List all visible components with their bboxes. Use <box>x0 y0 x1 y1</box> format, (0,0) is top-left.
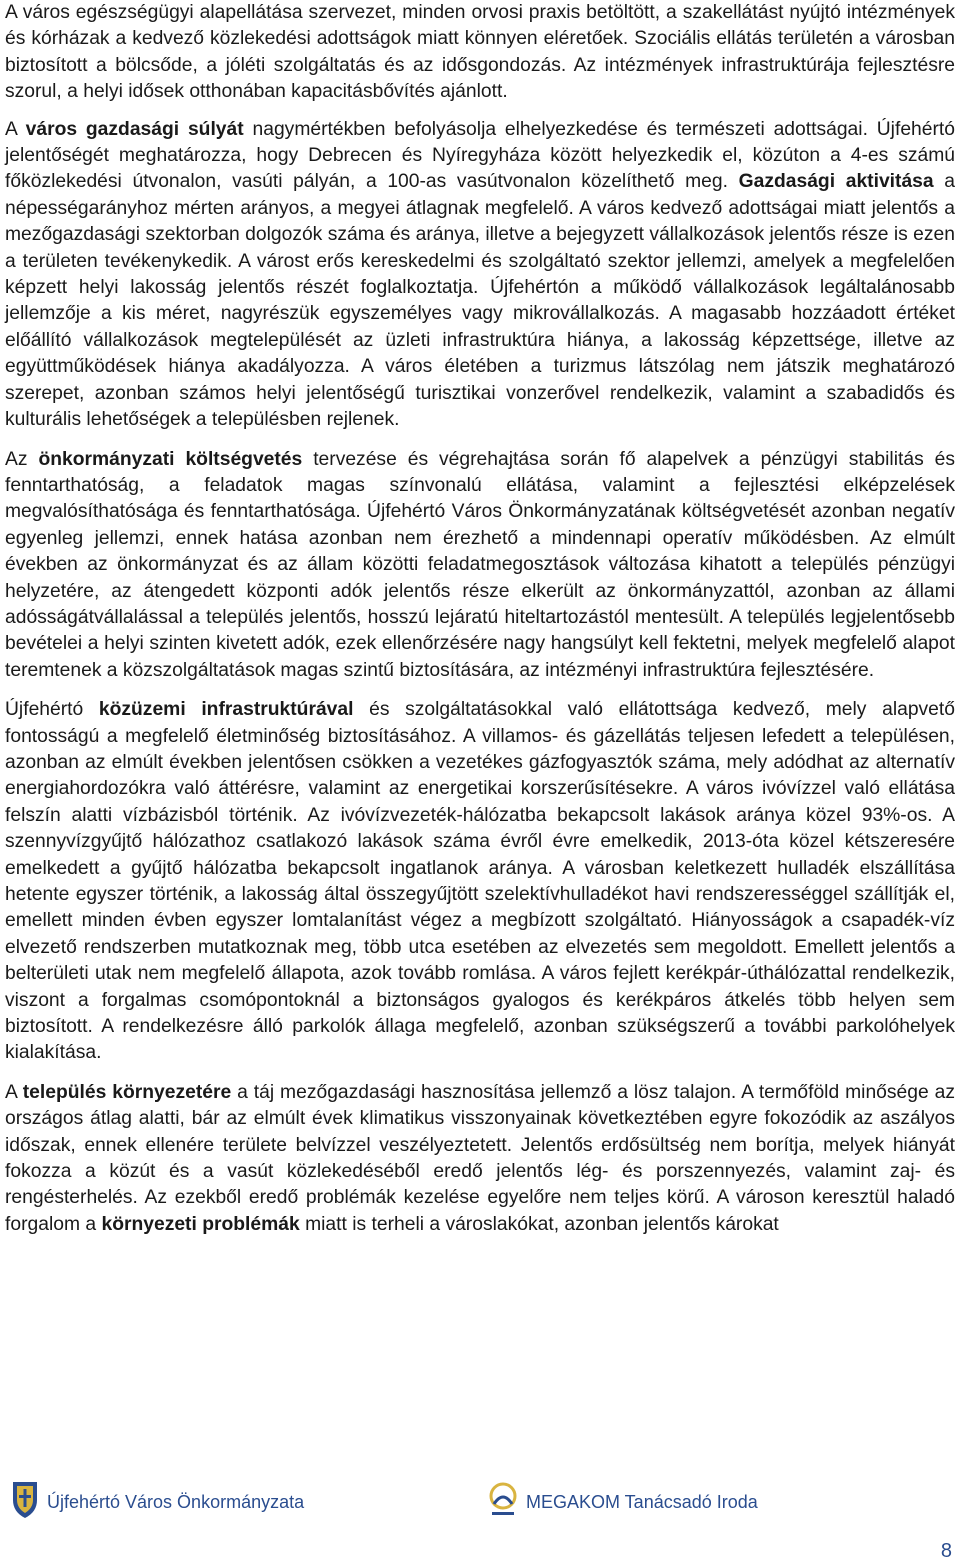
text-run: A <box>5 1081 23 1103</box>
document-body <box>5 0 955 1251</box>
paragraph <box>5 697 955 1067</box>
bold-phrase: város gazdasági súlyát <box>25 118 244 140</box>
page-footer <box>0 1468 960 1565</box>
footer-right-org: MEGAKOM Tanácsadó Iroda <box>526 1492 758 1512</box>
text-run: nagymértékben befolyásolja elhelyezkedése és természeti adottságai. Újfehértó jelentőségét meghatározza, hogy Debrecen és Nyíregyháza között helyezkedik el, közúton a 4-es számú főközlekedési útvonalon, vasúti pályán, a 100-as vasútvonalon közelíthető meg. <box>5 118 955 193</box>
paragraph <box>5 1080 955 1238</box>
bold-phrase: környezeti problémák <box>101 1213 300 1235</box>
bold-phrase: közüzemi infrastruktúrával <box>98 699 354 721</box>
paragraph <box>5 447 955 685</box>
text-run: a népességarányhoz mérten arányos, a megyei átlagnak megfelelő. A város kedvező adottságai miatt jelentős a mezőgazdasági szektorban dolgozók száma és aránya, illetve a bejegyzett vállalkozások jelentős része is ezen a területen tevékenykedik. A várost erős kereskedelmi és szolgáltató szektor jellemzi, amelyek a megfelelően képzett helyi lakosság jelentős részét foglalkoztatja. Újfehértón a működő vállalkozások legáltalánosabb jellemzője a kis méret, nagyrészük egyszemélyes vagy mikrovállalkozás. A magasabb hozzáadott értéket előállító vállalkozások megtelepülését az üzleti infrastruktúra hiánya, a lakosság képzettsége, illetve az együttműködések hiánya akadályozza. A város életében a turizmus látszólag nem játszik meghatározó szerepet, azonban számos helyi jelentőségű turisztikai vonzerővel rendelkezik, valamint a szabadidős és kulturális lehetőségek a településben rejlenek. <box>5 171 955 431</box>
text-run: miatt is terheli a városlakókat, azonban jelentős károkat <box>299 1213 779 1235</box>
bold-phrase: önkormányzati költségvetés <box>38 448 303 470</box>
text-run: Az <box>5 448 39 470</box>
text-run: tervezése és végrehajtása során fő alapelvek a pénzügyi stabilitás és fenntarthatóság, a feladatok magas színvonalú ellátása, valamint a fejlesztési elképzelések megvalósíthatósága és fenntarthatósága. Újfehértó Város Önkormányzatának költségvetését azonban negatív egyenleg jellemzi, ennek hatása azonban nem érezhető a mindennapi operatív működésben. Az elmúlt években az önkormányzat és az állam közötti feladatmegosztások változása kihatott a település pénzügyi helyzetére, az átengedett központi adók jelentős része elkerült az önkormányzattól, azonban az állami adósságátvállalással a település jelentős, hosszú lejáratú hiteltartozástól mentesült. A település legjelentősebb bevételei a helyi szinten kivetett adók, ezek ellenőrzésére nagy hangsúlyt kell fektetni, melyek megfelelő alapot teremtenek a közszolgáltatások magas szintű biztosítására, az intézményi infrastruktúra fejlesztésére. <box>5 448 956 681</box>
page-number: 8 <box>940 1540 952 1562</box>
paragraph <box>5 0 955 106</box>
bold-phrase: település környezetére <box>22 1081 232 1103</box>
text-run: és szolgáltatásokkal való ellátottsága kedvező, mely alapvető fontosságú a megfelelő életminőség biztosításához. A villamos- és gázellátás teljesen lefedett a településen, azonban az elmúlt években jelentősen csökken a vezetékes gázfogyasztók száma, mely adódhat az alternatív energiahordozókra való áttérésre, valamint az energetikai korszerűsítésekre. A város ivóvízzel való ellátása felszín alatti vízbázisból történik. Az ivóvízvezeték-hálózatba bekapcsolt lakások aránya közel 93%-os. A szennyvízgyűjtő hálózathoz csatlakozó lakások száma évről évre emelkedik, 2013-óta közel kétszeresére emelkedett a gyűjtő hálózatba bekapcsolt ingatlanok aránya. A városban keletkezett hulladék elszállítása hetente egyszer történik, a lakosság által összegyűjtött szelektívhulladékot havi rendszerességgel szállítják el, emellett minden évben egyszer lomtalanítást végez a megbízott szolgáltató. Hiányosságok a csapadék-víz elvezető rendszerben mutatkoznak meg, több utca esetében az elvezetés sem megoldott. Emellett jelentős a belterületi utak nem megfelelő állapota, azok tovább romlása. A város fejlett kerékpár-úthálózattal rendelkezik, viszont a forgalmas csomópontoknál a biztonságos gyalogos és kerékpáros átkelés több helyen sem biztosított. A rendelkezésre álló parkolók állaga megfelelő, azonban szükségszerű a további parkolóhelyek kialakítása. <box>5 699 955 1064</box>
paragraph <box>5 117 955 434</box>
city-crest-icon <box>10 1478 40 1520</box>
text-run: Újfehértó <box>5 699 99 721</box>
megakom-logo-icon <box>488 1480 518 1520</box>
footer-left-org: Újfehértó Város Önkormányzata <box>47 1492 305 1512</box>
text-run: A <box>5 118 26 140</box>
text-run: A város egészségügyi alapellátása szervezet, minden orvosi praxis betöltött, a szakellátást nyújtó intézmények és kórházak a kedvező közlekedési adottságok miatt könnyen eléretőek. Szociális ellátás területén a városban biztosított a bölcsőde, a jóléti szolgáltatás és az idősgondozás. Az intézmények infrastruktúrája fejlesztésre szorul, a helyi idősek otthonában kapacitásbővítés ajánlott. <box>5 2 955 103</box>
text-run: a táj mezőgazdasági hasznosítása jellemző a lösz talajon. A termőföld minősége az országos átlag alatti, bár az elmúlt évek klimatikus visszonyainak következtében egyre fokozódik az aszályos időszak, ennek ellenére területe belvízzel veszélyeztetett. Jelentős erdősültség nem borítja, melyek hiányát fokozza a közút és a vasút közlekedéséből eredő jelentős lég- és porszennyezés, valamint zaj- és rengésterhelés. Az ezekből eredő problémák kezelése egyelőre nem teljes körű. A városon keresztül haladó forgalom a <box>5 1081 956 1235</box>
bold-phrase: Gazdasági aktivitása <box>738 171 934 193</box>
